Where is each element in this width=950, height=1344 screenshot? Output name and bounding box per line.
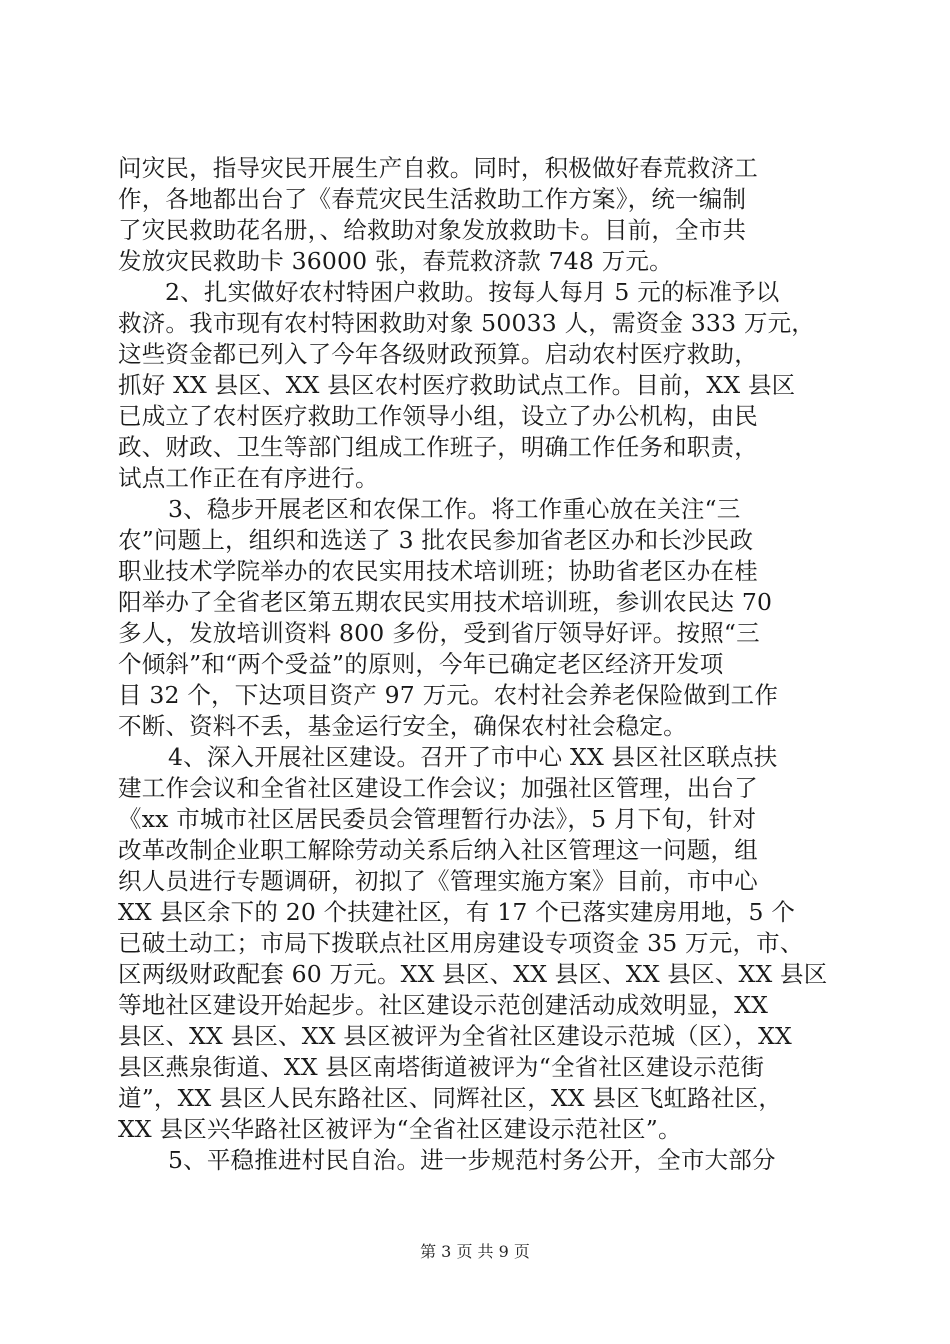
text-line: 等地社区建设开始起步。社区建设示范创建活动成效明显，XX [118, 991, 769, 1019]
text-line: 抓好 XX 县区、XX 县区农村医疗救助试点工作。目前，XX 县区 [118, 371, 796, 399]
text-line: 改革改制企业职工解除劳动关系后纳入社区管理这一问题，组 [118, 836, 758, 864]
text-line: 目 32 个，下达项目资产 97 万元。农村社会养老保险做到工作 [118, 681, 779, 709]
paragraph-start-line: 4、深入开展社区建设。召开了市中心 XX 县区社区联点扶 [168, 743, 778, 771]
paragraph-start-line: 5、平稳推进村民自治。进一步规范村务公开，全市大部分 [168, 1146, 776, 1174]
text-line: 问灾民，指导灾民开展生产自救。同时，积极做好春荒救济工 [118, 154, 758, 182]
text-line: 试点工作正在有序进行。 [118, 464, 379, 492]
page-number-label: 第 3 页 共 9 页 [420, 1242, 530, 1261]
page-footer [0, 1240, 950, 1264]
text-line: 建工作会议和全省社区建设工作会议；加强社区管理，出台了 [118, 774, 758, 802]
text-line: 已破土动工；市局下拨联点社区用房建设专项资金 35 万元，市、 [118, 929, 804, 957]
text-line: 职业技术学院举办的农民实用技术培训班；协助省老区办在桂 [118, 557, 758, 585]
text-line: 县区、XX 县区、XX 县区被评为全省社区建设示范城（区），XX [118, 1022, 792, 1050]
text-line: 这些资金都已列入了今年各级财政预算。启动农村医疗救助， [118, 340, 758, 368]
text-line: XX 县区余下的 20 个扶建社区，有 17 个已落实建房用地，5 个 [118, 898, 796, 926]
text-line: 已成立了农村医疗救助工作领导小组，设立了办公机构，由民 [118, 402, 758, 430]
paragraph-start-line: 3、稳步开展老区和农保工作。将工作重心放在关注“三 [168, 495, 741, 523]
text-line: 道”，XX 县区人民东路社区、同辉社区，XX 县区飞虹路社区， [118, 1084, 783, 1112]
text-line: 政、财政、卫生等部门组成工作班子，明确工作任务和职责， [118, 433, 758, 461]
text-line: 县区燕泉街道、XX 县区南塔街道被评为“全省社区建设示范街 [118, 1053, 765, 1081]
text-line: 发放灾民救助卡 36000 张，春荒救济款 748 万元。 [118, 247, 673, 275]
text-line: 救济。我市现有农村特困救助对象 50033 人，需资金 333 万元， [118, 309, 815, 337]
text-line: 区两级财政配套 60 万元。XX 县区、XX 县区、XX 县区、XX 县区 [118, 960, 828, 988]
text-line: 织人员进行专题调研，初拟了《管理实施方案》目前，市中心 [118, 867, 758, 895]
text-line: 《xx 市城市社区居民委员会管理暂行办法》，5 月下旬，针对 [118, 805, 757, 833]
document-body [118, 153, 838, 1176]
text-line: 个倾斜”和“两个受益”的原则，今年已确定老区经济开发项 [118, 650, 724, 678]
text-line: 阳举办了全省老区第五期农民实用技术培训班，参训农民达 70 [118, 588, 773, 616]
text-line: 作，各地都出台了《春荒灾民生活救助工作方案》，统一编制 [118, 185, 747, 213]
text-line: 了灾民救助花名册，、给救助对象发放救助卡。目前，全市共 [118, 216, 747, 244]
text-line: 不断、资料不丢，基金运行安全，确保农村社会稳定。 [118, 712, 687, 740]
text-line: 农”问题上，组织和选送了 3 批农民参加省老区办和长沙民政 [118, 526, 754, 554]
text-line: XX 县区兴华路社区被评为“全省社区建设示范社区”。 [118, 1115, 682, 1143]
text-line: 多人，发放培训资料 800 多份，受到省厅领导好评。按照“三 [118, 619, 760, 647]
paragraph-start-line: 2、扎实做好农村特困户救助。按每人每月 5 元的标准予以 [165, 278, 780, 306]
